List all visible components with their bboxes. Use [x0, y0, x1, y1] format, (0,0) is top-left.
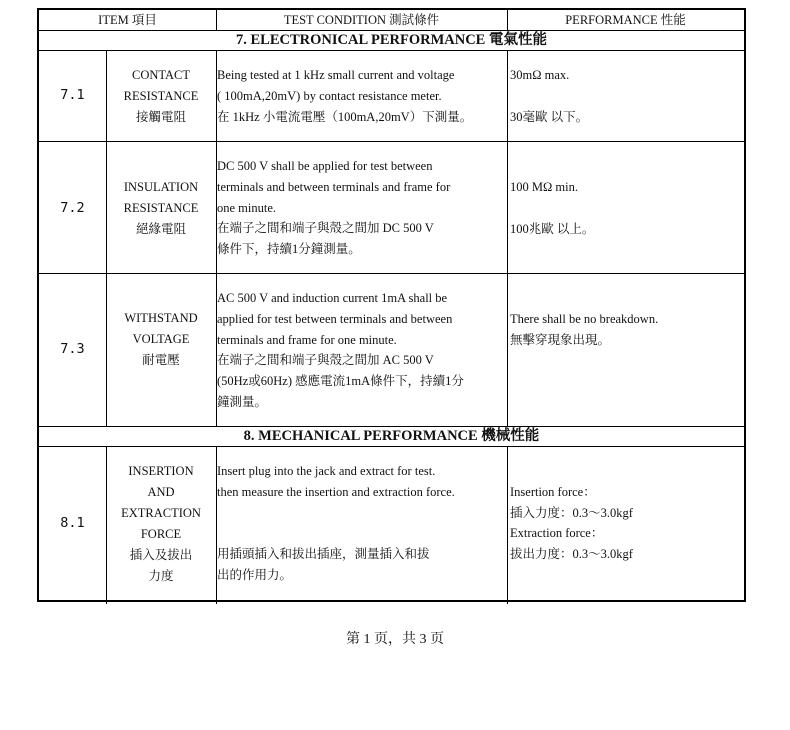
item-name: WITHSTAND VOLTAGE 耐電壓 [124, 311, 198, 367]
performance-spec: 30mΩ max. 30毫歐 以下。 [510, 68, 589, 124]
item-name: INSERTION AND EXTRACTION FORCE 插入及拔出 力度 [121, 464, 201, 583]
rule [39, 446, 744, 447]
item-name: CONTACT RESISTANCE 接觸電阻 [123, 68, 199, 124]
test-condition: DC 500 V shall be applied for test between terminals and between terminals and frame for one minute. 在端子之間和端子與殼之間加 DC 500 V 條件下，持續1分鐘測量。 [217, 159, 451, 257]
row-number: 7.3 [60, 341, 85, 357]
header-performance: PERFORMANCE 性能 [565, 13, 686, 27]
rule [216, 10, 217, 30]
page-footer: 第 1 页，共 3 页 [346, 632, 444, 647]
rule [507, 50, 508, 426]
rule [507, 10, 508, 30]
rule [507, 446, 508, 604]
performance-spec: Insertion force： 插入力度：0.3～3.0kgf Extraction force： 拔出力度：0.3～3.0kgf [510, 484, 633, 562]
header-item: ITEM 項目 [98, 13, 157, 27]
spec-table [37, 8, 746, 602]
test-condition: Insert plug into the jack and extract for test. then measure the insertion and extraction force. 用插頭插入和拔出插座，測量插入和拔 出的作用力。 [217, 464, 455, 582]
rule [39, 273, 744, 274]
item-name: INSULATION RESISTANCE 絕緣電阻 [123, 180, 199, 236]
rule [39, 50, 744, 51]
section-title-electrical: 7. ELECTRONICAL PERFORMANCE 電氣性能 [236, 32, 547, 48]
performance-spec: 100 MΩ min. 100兆歐 以上。 [510, 180, 595, 236]
section-title-mechanical: 8. MECHANICAL PERFORMANCE 機械性能 [243, 428, 540, 444]
row-number: 8.1 [60, 515, 85, 531]
rule [39, 141, 744, 142]
header-condition: TEST CONDITION 測試條件 [283, 13, 440, 27]
row-number: 7.1 [60, 87, 85, 103]
test-condition: Being tested at 1 kHz small current and voltage ( 100mA,20mV) by contact resistance meter. 在 1kHz 小電流電壓（100mA,20mV）下測量。 [217, 68, 473, 124]
performance-spec: There shall be no breakdown. 無擊穿現象出現。 [510, 312, 659, 347]
test-condition: AC 500 V and induction current 1mA shall be applied for test between terminals and between terminals and frame for one minute. 在端子之間和端子與殼之間加 AC 500 V (50Hz或60Hz) 感應電流1mA條件下，持續1分 鐘測量。 [217, 291, 464, 409]
row-number: 7.2 [60, 200, 85, 216]
